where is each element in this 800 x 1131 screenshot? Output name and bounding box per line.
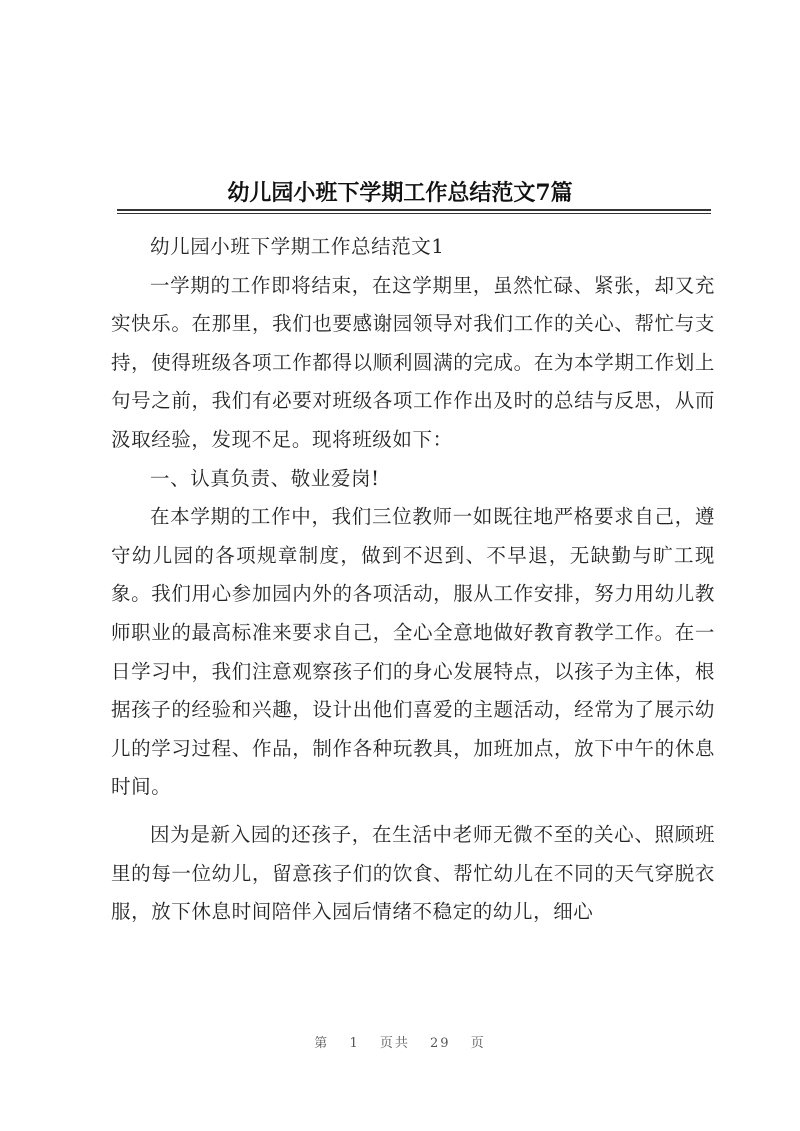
footer-suffix: 页 (470, 1036, 486, 1051)
document-title: 幼儿园小班下学期工作总结范文7篇 (227, 179, 573, 206)
footer-current-page: 1 (349, 1036, 360, 1051)
title-divider (117, 209, 711, 214)
subheading: 一、认真负责、敬业爱岗! (150, 466, 380, 490)
paragraph: 在本学期的工作中，我们三位教师一如既往地严格要求自己，遵守幼儿园的各项规章制度，做到不迟到、不早退，无缺勤与旷工现象。我们用心参加园内外的各项活动，服从工作安排，努力用幼儿教师职业的最高标准来要求自己，全心全意地做好教育教学工作。在一日学习中，我们注意观察孩子们的身心发展特点，以孩子为主体，根据孩子的经验和兴趣，设计出他们喜爱的主题活动，经常为了展示幼儿的学习过程、作品，制作各种玩教具，加班加点，放下中午的休息时间。 (111, 505, 715, 799)
footer-total-pages: 29 (430, 1036, 451, 1051)
footer-prefix: 第 (314, 1036, 330, 1051)
paragraph: 一学期的工作即将结束，在这学期里，虽然忙碌、紧张，却又充实快乐。在那里，我们也要感谢园领导对我们工作的关心、帮忙与支持，使得班级各项工作都得以顺利圆满的完成。在为本学期工作划上句号之前，我们有必要对班级各项工作作出及时的总结与反思，从而汲取经验，发现不足。现将班级如下： (111, 273, 715, 451)
footer-middle: 页共 (379, 1036, 410, 1051)
document-body (111, 228, 715, 932)
paragraph: 因为是新入园的还孩子，在生活中老师无微不至的关心、照顾班里的每一位幼儿，留意孩子们的饮食、帮忙幼儿在不同的天气穿脱衣服，放下休息时间陪伴入园后情绪不稳定的幼儿，细心 (111, 822, 715, 924)
page-footer (0, 1032, 800, 1051)
section-heading: 幼儿园小班下学期工作总结范文1 (150, 235, 445, 258)
